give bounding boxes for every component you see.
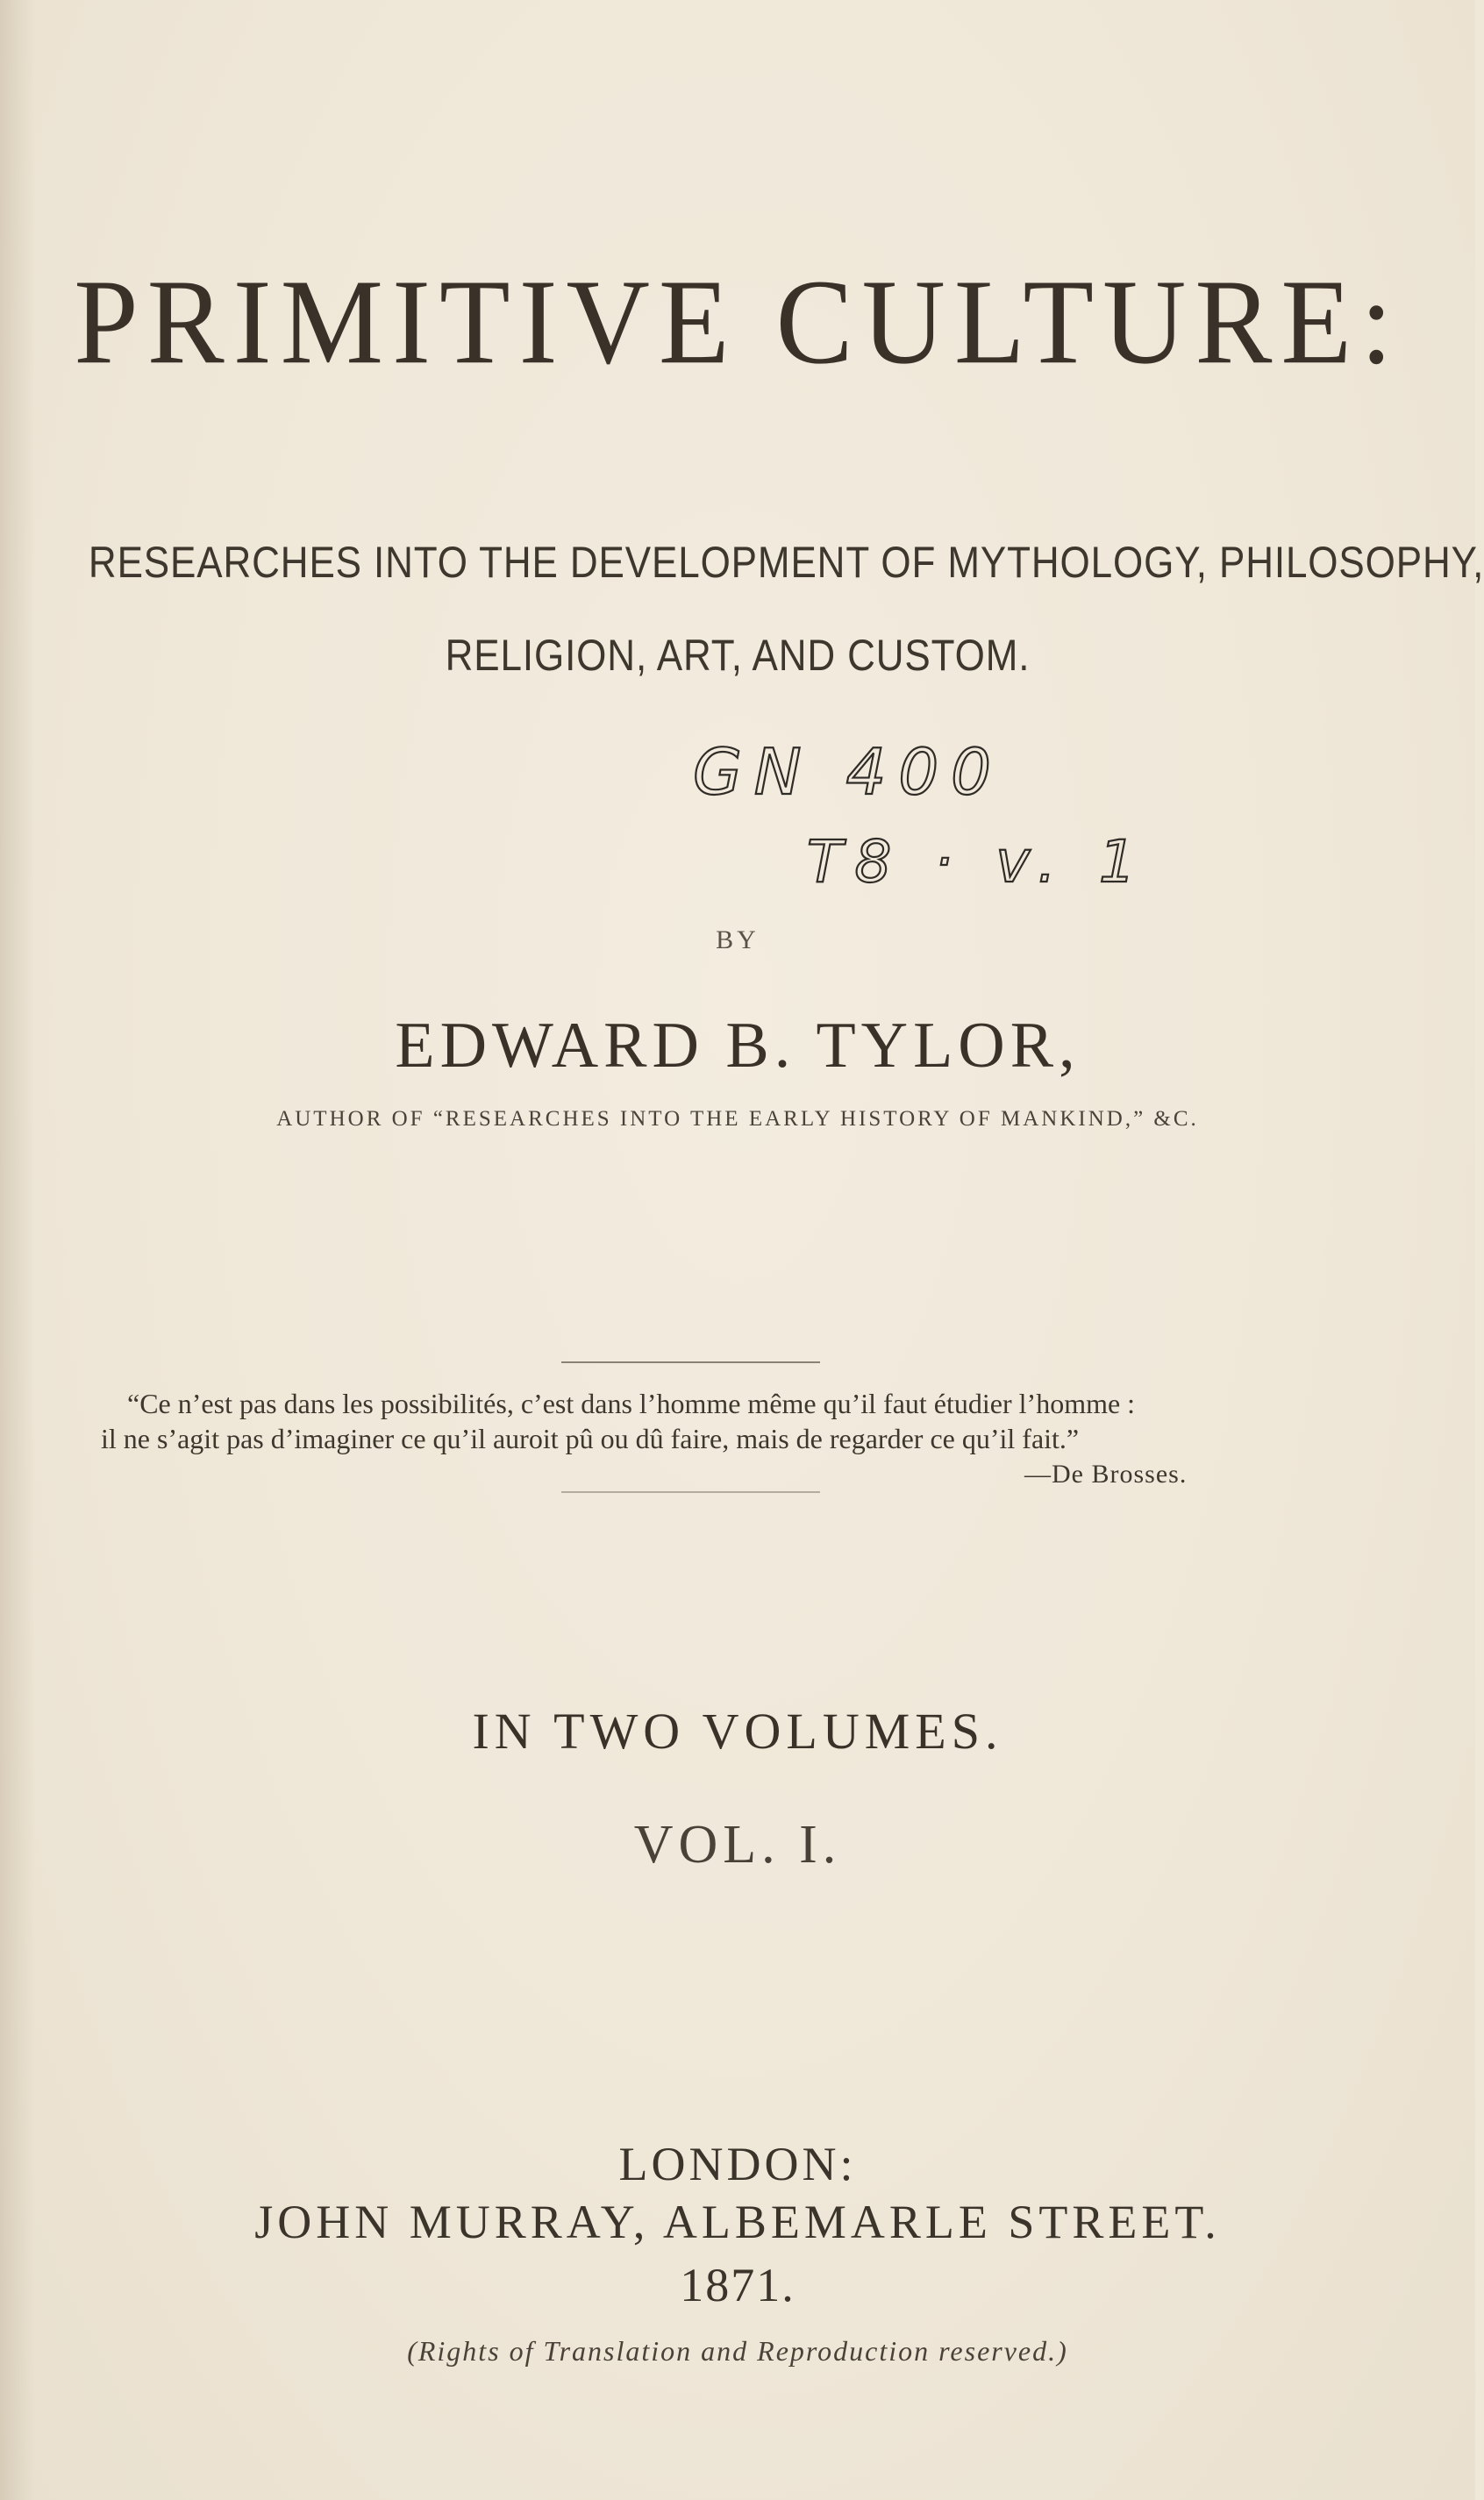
subtitle-line-2: RELIGION, ART, AND CUSTOM. (445, 631, 1031, 680)
call-number-line-1: GN 400 (693, 735, 1003, 809)
imprint-city: LONDON: (618, 2138, 857, 2190)
volumes-label: IN TWO VOLUMES. (472, 1703, 1003, 1760)
epigraph-line-2: il ne s’agit pas d’imaginer ce qu’il auroit pû ou dû faire, mais de regarder ce qu’il fait.” (101, 1423, 1080, 1454)
author-note: AUTHOR OF “RESEARCHES INTO THE EARLY HISTORY OF MANKIND,” &C. (276, 1107, 1199, 1131)
volume-number: VOL. I. (633, 1815, 842, 1875)
epigraph-top-rule (561, 1361, 820, 1363)
handwritten-call-number (684, 719, 1148, 896)
call-number-line-2: T8 · v. 1 (807, 828, 1148, 896)
epigraph-attribution: —De Brosses. (1024, 1460, 1188, 1489)
imprint-publisher: JOHN MURRAY, ALBEMARLE STREET. (254, 2196, 1221, 2248)
book-title: PRIMITIVE CULTURE: (74, 254, 1402, 389)
imprint-year: 1871. (680, 2259, 796, 2311)
subtitle-line-1: RESEARCHES INTO THE DEVELOPMENT OF MYTHOLOGY, PHILOSOPHY, (88, 538, 1484, 587)
by-label: BY (716, 925, 760, 954)
epigraph-line-1: “Ce n’est pas dans les possibilités, c’est dans l’homme même qu’il faut étudier l’homme : (127, 1388, 1136, 1419)
author-name: EDWARD B. TYLOR, (395, 1010, 1081, 1082)
epigraph-bottom-rule (561, 1491, 820, 1493)
rights-notice: (Rights of Translation and Reproduction reserved.) (407, 2335, 1068, 2367)
